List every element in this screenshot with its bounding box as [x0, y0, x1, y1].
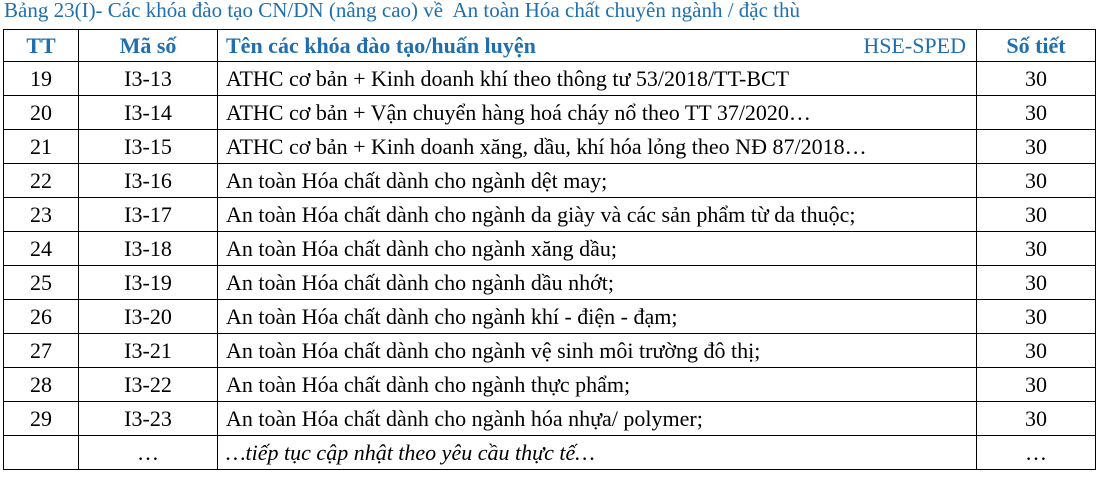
row-tt: 25 [4, 266, 79, 300]
row-hours: 30 [977, 232, 1096, 266]
header-tt: TT [4, 30, 79, 62]
row-tt: 24 [4, 232, 79, 266]
row-name: ATHC cơ bản + Vận chuyển hàng hoá cháy nổ theo TT 37/2020… [218, 96, 977, 130]
table-row [4, 266, 1096, 300]
row-code: … [79, 436, 218, 470]
table-row [4, 334, 1096, 368]
table-row [4, 300, 1096, 334]
header-tag: HSE-SPED [863, 33, 966, 58]
row-code: I3-19 [79, 266, 218, 300]
table-row [4, 198, 1096, 232]
row-code: I3-23 [79, 402, 218, 436]
row-tt: 29 [4, 402, 79, 436]
table-caption: Bảng 23(I)- Các khóa đào tạo CN/DN (nâng cao) về An toàn Hóa chất chuyên ngành / đặc thù [4, 0, 801, 22]
row-name: An toàn Hóa chất dành cho ngành vệ sinh môi trường đô thị; [218, 334, 977, 368]
row-tt: 23 [4, 198, 79, 232]
row-tt: 28 [4, 368, 79, 402]
row-hours: 30 [977, 266, 1096, 300]
table-row [4, 368, 1096, 402]
row-hours: … [977, 436, 1096, 470]
row-tt: 26 [4, 300, 79, 334]
row-name: An toàn Hóa chất dành cho ngành dầu nhớt; [218, 266, 977, 300]
row-code: I3-15 [79, 130, 218, 164]
header-hours: Số tiết [977, 30, 1096, 62]
row-name: An toàn Hóa chất dành cho ngành hóa nhựa/ polymer; [218, 402, 977, 436]
row-tt: 22 [4, 164, 79, 198]
row-code: I3-16 [79, 164, 218, 198]
row-code: I3-17 [79, 198, 218, 232]
row-hours: 30 [977, 62, 1096, 96]
row-name: ATHC cơ bản + Kinh doanh xăng, dầu, khí hóa lỏng theo NĐ 87/2018… [218, 130, 977, 164]
row-code: I3-14 [79, 96, 218, 130]
row-name: An toàn Hóa chất dành cho ngành da giày và các sản phẩm từ da thuộc; [218, 198, 977, 232]
row-hours: 30 [977, 368, 1096, 402]
row-code: I3-21 [79, 334, 218, 368]
header-row [4, 30, 1096, 62]
table-body [4, 62, 1096, 470]
header-name-wrap [226, 30, 968, 61]
row-name: ATHC cơ bản + Kinh doanh khí theo thông tư 53/2018/TT-BCT [218, 62, 977, 96]
row-name: An toàn Hóa chất dành cho ngành xăng dầu; [218, 232, 977, 266]
row-hours: 30 [977, 130, 1096, 164]
row-name: An toàn Hóa chất dành cho ngành khí - điện - đạm; [218, 300, 977, 334]
row-hours: 30 [977, 300, 1096, 334]
row-hours: 30 [977, 334, 1096, 368]
row-tt: 27 [4, 334, 79, 368]
row-hours: 30 [977, 402, 1096, 436]
row-hours: 30 [977, 96, 1096, 130]
table-row-continuation [4, 436, 1096, 470]
table-row [4, 96, 1096, 130]
row-code: I3-22 [79, 368, 218, 402]
table-row [4, 164, 1096, 198]
header-name: Tên các khóa đào tạo/huấn luyện [226, 33, 536, 58]
row-code: I3-20 [79, 300, 218, 334]
row-name: …tiếp tục cập nhật theo yêu cầu thực tế… [218, 436, 977, 470]
table-row [4, 62, 1096, 96]
row-hours: 30 [977, 164, 1096, 198]
header-code: Mã số [79, 30, 218, 62]
table-row [4, 232, 1096, 266]
row-tt: 21 [4, 130, 79, 164]
row-tt [4, 436, 79, 470]
row-code: I3-18 [79, 232, 218, 266]
header-name-cell [218, 30, 977, 62]
row-name: An toàn Hóa chất dành cho ngành dệt may; [218, 164, 977, 198]
row-code: I3-13 [79, 62, 218, 96]
row-tt: 19 [4, 62, 79, 96]
courses-table [3, 29, 1096, 470]
row-hours: 30 [977, 198, 1096, 232]
table-row [4, 402, 1096, 436]
table-row [4, 130, 1096, 164]
row-name: An toàn Hóa chất dành cho ngành thực phẩm; [218, 368, 977, 402]
row-tt: 20 [4, 96, 79, 130]
table-header [4, 30, 1096, 62]
